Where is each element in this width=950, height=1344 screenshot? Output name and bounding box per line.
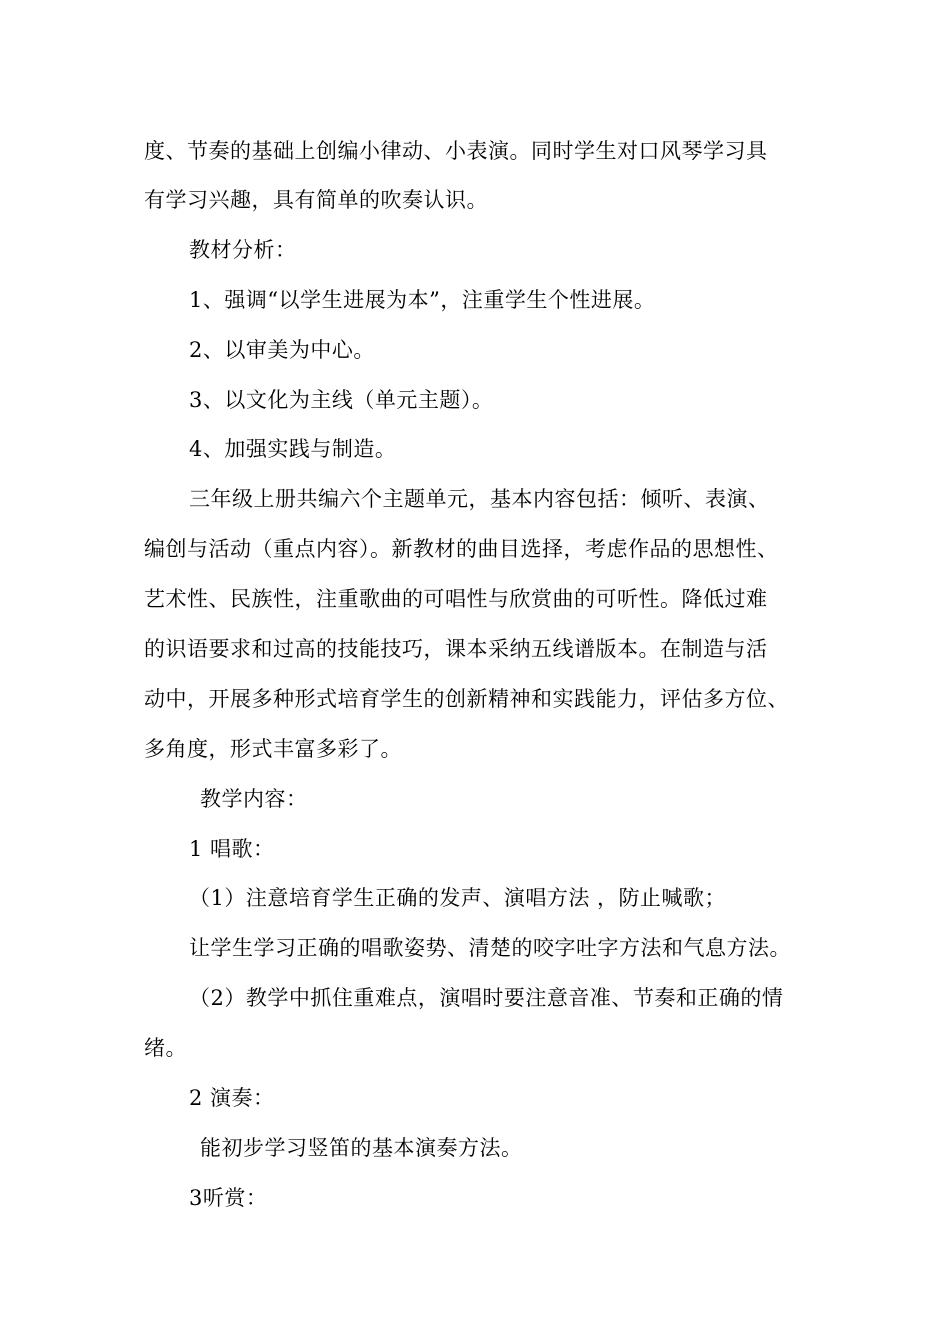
paragraph-line: 有学习兴趣，具有简单的吹奏认识。 (144, 188, 488, 212)
paragraph-line: 多角度，形式丰富多彩了。 (144, 737, 402, 761)
paragraph-line: 艺术性、民族性，注重歌曲的可唱性与欣赏曲的可听性。降低过难 (144, 587, 768, 611)
paragraph-line: 动中，开展多种形式培育学生的创新精神和实践能力，评估多方位、 (144, 687, 789, 711)
paragraph-line: （1）注意培育学生正确的发声、演唱方法 ，防止喊歌； (189, 886, 727, 910)
subsection-heading: 2 演奏： (189, 1086, 275, 1110)
section-heading: 教学内容： (200, 787, 308, 811)
subsection-heading: 3听赏： (189, 1186, 268, 1210)
subsection-heading: 1 唱歌： (189, 837, 275, 861)
paragraph-line: 的识语要求和过高的技能技巧，课本采纳五线谱版本。在制造与活 (144, 637, 768, 661)
paragraph-line: 编创与活动（重点内容）。新教材的曲目选择，考虑作品的思想性、 (144, 537, 779, 561)
list-item: 1、强调“以学生进展为本”，注重学生个性进展。 (189, 288, 656, 312)
paragraph-line: 绪。 (144, 1036, 187, 1060)
list-item: 2、以审美为中心。 (189, 338, 375, 362)
paragraph-line: 三年级上册共编六个主题单元，基本内容包括：倾听、表演、 (189, 487, 770, 511)
list-item: 3、以文化为主线（单元主题）。 (189, 388, 494, 412)
paragraph-line: 让学生学习正确的唱歌姿势、清楚的咬字吐字方法和气息方法。 (189, 936, 791, 960)
list-item: 4、加强实践与制造。 (189, 437, 397, 461)
paragraph-line: 度、节奏的基础上创编小律动、小表演。同时学生对口风琴学习具 (144, 139, 768, 163)
section-heading: 教材分析： (189, 238, 297, 262)
paragraph-line: 能初步学习竖笛的基本演奏方法。 (200, 1136, 523, 1160)
paragraph-line: （2）教学中抓住重难点，演唱时要注意音准、节奏和正确的情 (189, 986, 784, 1010)
